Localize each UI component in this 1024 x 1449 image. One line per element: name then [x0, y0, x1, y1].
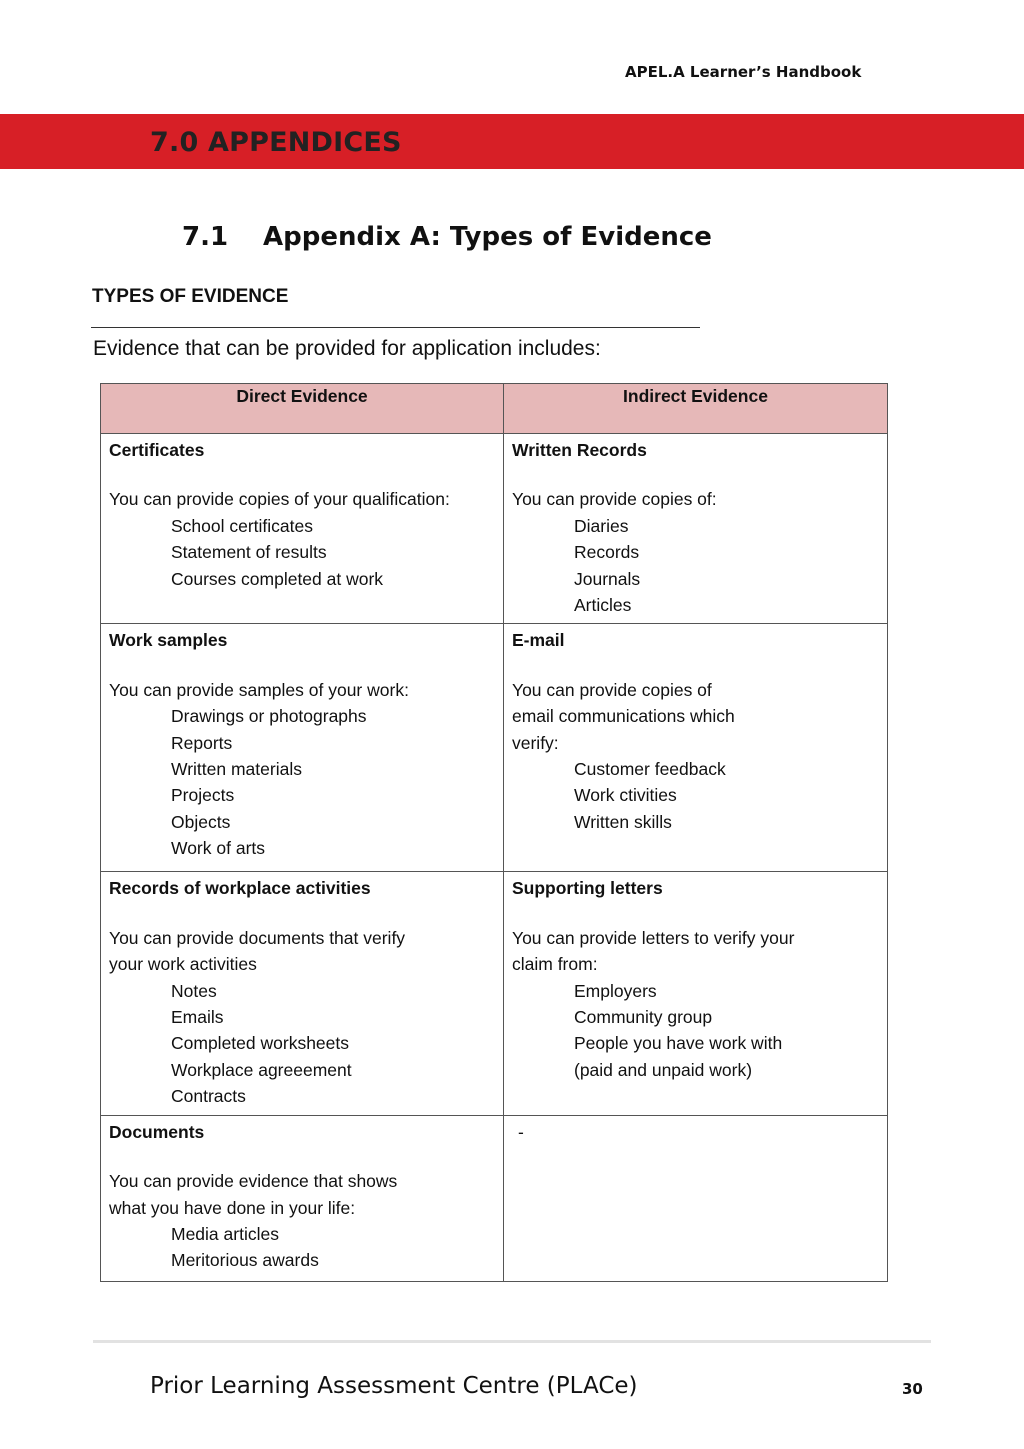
direct-evidence-cell: [101, 624, 504, 872]
footer-rule: [93, 1340, 931, 1343]
list-item: Written skills: [574, 811, 672, 832]
cell-description: You can provide documents that verify: [109, 927, 406, 948]
header-direct-evidence: Direct Evidence: [101, 384, 504, 434]
page-number: 30: [902, 1380, 923, 1398]
cell-spacer: [109, 654, 495, 677]
list-item: Objects: [171, 811, 231, 832]
section-number: 7.1: [182, 222, 229, 252]
evidence-table: [100, 383, 888, 1282]
list-item: People you have work with: [574, 1033, 783, 1054]
table-row: [101, 872, 888, 1115]
list-item: Drawings or photographs: [171, 706, 367, 727]
direct-evidence-cell: [101, 434, 504, 624]
list-item: Journals: [574, 568, 641, 589]
list-item: Written materials: [171, 759, 302, 780]
cell-spacer: [512, 902, 879, 925]
list-item: School certificates: [171, 515, 314, 536]
table-header-row: [101, 384, 888, 434]
cell-title: Records of workplace activities: [109, 878, 371, 899]
list-item: Work of arts: [171, 838, 266, 859]
table-row: [101, 1115, 888, 1281]
cell-title: Work samples: [109, 630, 228, 651]
cell-description: verify:: [512, 732, 559, 753]
list-item: Statement of results: [171, 542, 327, 563]
indirect-evidence-cell: [504, 872, 888, 1115]
list-item: Emails: [171, 1007, 224, 1028]
cell-title: Written Records: [512, 440, 647, 460]
cell-spacer: [109, 1145, 495, 1168]
cell-description: You can provide copies of:: [512, 489, 717, 510]
heading-rule: [91, 327, 700, 328]
cell-description: You can provide copies of your qualification:: [109, 489, 450, 510]
cell-description: You can provide samples of your work:: [109, 679, 409, 700]
list-item: Community group: [574, 1007, 713, 1028]
cell-description: You can provide letters to verify your: [512, 927, 795, 948]
list-item: Workplace agreeement: [171, 1059, 352, 1080]
list-item: Projects: [171, 785, 235, 806]
list-item: Articles: [574, 595, 632, 616]
list-item: Reports: [171, 732, 233, 753]
table-row: [101, 624, 888, 872]
list-item: Diaries: [574, 515, 629, 536]
cell-spacer: [109, 902, 495, 925]
cell-title: Certificates: [109, 440, 205, 460]
direct-evidence-cell: [101, 872, 504, 1115]
cell-description: You can provide evidence that shows: [109, 1171, 398, 1192]
cell-description: claim from:: [512, 954, 598, 975]
cell-title: Supporting letters: [512, 878, 663, 899]
running-header: APEL.A Learner’s Handbook: [625, 63, 862, 81]
indirect-evidence-cell: [504, 1115, 888, 1281]
indirect-evidence-cell: [504, 434, 888, 624]
cell-description: your work activities: [109, 954, 257, 975]
list-item: Customer feedback: [574, 759, 726, 780]
list-item: Meritorious awards: [171, 1250, 319, 1271]
cell-description: You can provide copies of: [512, 679, 712, 700]
intro-text: Evidence that can be provided for application includes:: [93, 337, 601, 360]
table-row: [101, 434, 888, 624]
types-heading: TYPES OF EVIDENCE: [92, 286, 289, 307]
list-item: Employers: [574, 980, 657, 1001]
cell-spacer: [109, 463, 495, 486]
banner-title: 7.0 APPENDICES: [150, 127, 402, 158]
list-item: Courses completed at work: [171, 568, 384, 589]
list-item: Notes: [171, 980, 217, 1001]
list-item: Work ctivities: [574, 785, 677, 806]
section-title: Appendix A: Types of Evidence: [263, 222, 712, 252]
empty-cell-dash: -: [518, 1121, 524, 1142]
direct-evidence-cell: [101, 1115, 504, 1281]
indirect-evidence-cell: [504, 624, 888, 872]
list-item: Records: [574, 542, 640, 563]
list-item: Completed worksheets: [171, 1033, 349, 1054]
cell-spacer: [512, 463, 879, 486]
cell-title: E-mail: [512, 630, 565, 651]
cell-description: what you have done in your life:: [109, 1197, 356, 1218]
cell-description: email communications which: [512, 706, 735, 727]
list-item: Media articles: [171, 1223, 279, 1244]
list-item: (paid and unpaid work): [574, 1059, 753, 1080]
list-item: Contracts: [171, 1086, 246, 1107]
cell-spacer: [512, 654, 879, 677]
footer-text: Prior Learning Assessment Centre (PLACe): [150, 1373, 638, 1399]
cell-title: Documents: [109, 1121, 205, 1142]
header-indirect-evidence: Indirect Evidence: [504, 384, 888, 434]
